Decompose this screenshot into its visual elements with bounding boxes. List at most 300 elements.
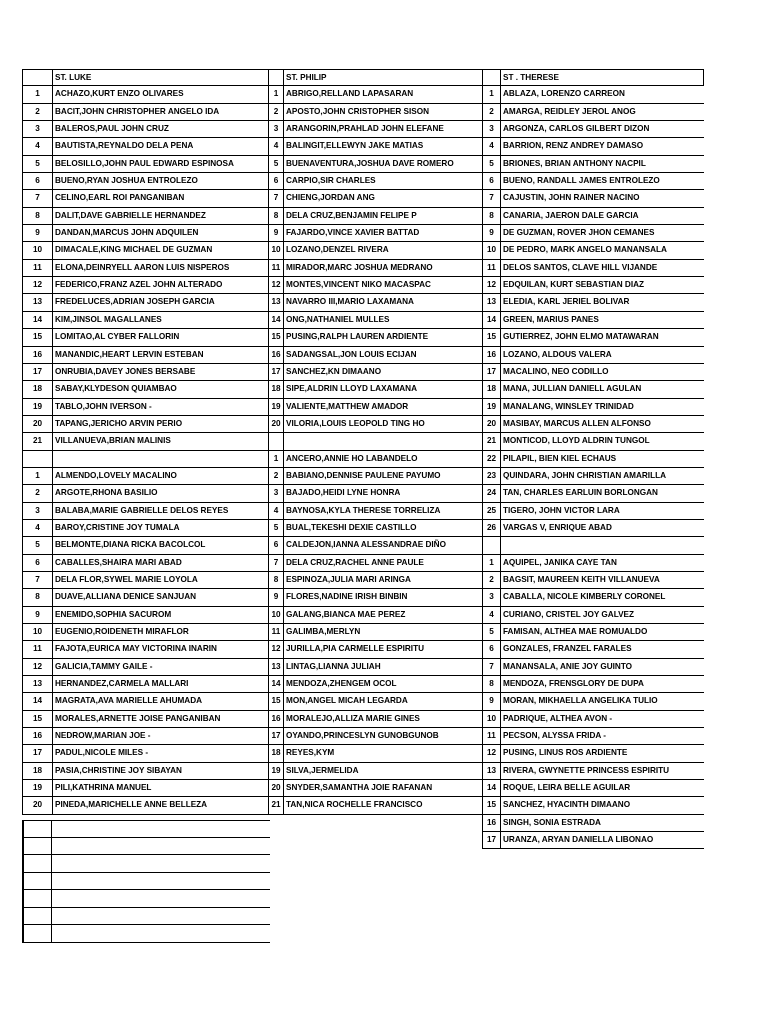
student-row	[269, 225, 483, 242]
student-name: FLORES,NADINE IRISH BINBIN	[286, 592, 408, 602]
student-row	[483, 121, 704, 138]
student-number: 7	[269, 190, 284, 206]
student-name: ONG,NATHANIEL MULLES	[286, 314, 390, 324]
student-name: GONZALES, FRANZEL FARALES	[503, 644, 632, 654]
student-number: 11	[269, 624, 284, 640]
student-number: 2	[483, 572, 501, 588]
student-row	[269, 138, 483, 155]
student-name: ACHAZO,KURT ENZO OLIVARES	[55, 89, 184, 99]
student-name: BUENO,RYAN JOSHUA ENTROLEZO	[55, 176, 198, 186]
student-row	[483, 503, 704, 520]
student-row	[483, 745, 704, 762]
blank-row	[24, 908, 270, 926]
student-number: 11	[269, 260, 284, 276]
student-name: CHIENG,JORDAN ANG	[286, 193, 375, 203]
student-row	[483, 711, 704, 728]
student-row	[23, 537, 269, 554]
student-row	[483, 242, 704, 259]
student-number: 10	[23, 624, 53, 640]
student-name: ABRIGO,RELLAND LAPASARAN	[286, 89, 414, 99]
student-number: 14	[483, 780, 501, 796]
student-name	[53, 451, 269, 467]
student-name: DELA CRUZ,BENJAMIN FELIPE P	[286, 210, 417, 220]
student-row	[23, 225, 269, 242]
student-number: 3	[269, 485, 284, 501]
student-name: CAJUSTIN, JOHN RAINER NACINO	[503, 193, 640, 203]
student-number: 18	[483, 381, 501, 397]
student-name: CABALLES,SHAIRA MARI ABAD	[55, 557, 182, 567]
student-name: MORAN, MIKHAELLA ANGELIKA TULIO	[503, 696, 658, 706]
student-number: 2	[23, 485, 53, 501]
blank-row	[24, 820, 270, 838]
student-row	[483, 364, 704, 381]
student-number: 13	[483, 763, 501, 779]
student-number: 18	[23, 381, 53, 397]
student-number: 19	[269, 399, 284, 415]
student-row	[269, 503, 483, 520]
student-name: DE GUZMAN, ROVER JHON CEMANES	[503, 228, 655, 238]
student-name: ALMENDO,LOVELY MACALINO	[55, 470, 177, 480]
student-row	[483, 555, 704, 572]
student-number: 2	[269, 104, 284, 120]
student-row	[23, 607, 269, 624]
student-number: 11	[483, 728, 501, 744]
student-row	[23, 451, 269, 468]
student-number: 14	[269, 676, 284, 692]
student-name: BUAL,TEKESHI DEXIE CASTILLO	[286, 522, 417, 532]
student-row	[23, 555, 269, 572]
student-name: ROQUE, LEIRA BELLE AGUILAR	[503, 783, 631, 793]
student-name	[501, 537, 704, 553]
student-row	[23, 503, 269, 520]
student-row	[23, 780, 269, 797]
student-row	[23, 416, 269, 433]
column-header-row	[23, 69, 269, 86]
student-row	[269, 797, 483, 814]
student-name: MENDOZA,ZHENGEM OCOL	[286, 679, 397, 689]
student-row	[483, 572, 704, 589]
student-number: 14	[23, 312, 53, 328]
student-number: 16	[269, 347, 284, 363]
student-name: SANCHEZ, HYACINTH DIMAANO	[503, 800, 631, 810]
student-name: TIGERO, JOHN VICTOR LARA	[503, 505, 620, 515]
student-name: BRIONES, BRIAN ANTHONY NACPIL	[503, 158, 646, 168]
student-row	[483, 676, 704, 693]
student-row	[269, 121, 483, 138]
student-row	[483, 451, 704, 468]
student-number: 20	[23, 416, 53, 432]
student-row	[483, 173, 704, 190]
student-number: 1	[23, 468, 53, 484]
student-row	[483, 624, 704, 641]
student-number: 1	[269, 451, 284, 467]
student-number: 4	[269, 138, 284, 154]
student-number: 12	[269, 641, 284, 657]
student-name: MACALINO, NEO CODILLO	[503, 366, 609, 376]
student-row	[23, 208, 269, 225]
student-number: 9	[23, 225, 53, 241]
student-name: FEDERICO,FRANZ AZEL JOHN ALTERADO	[55, 280, 223, 290]
student-row	[483, 815, 704, 832]
student-row	[23, 138, 269, 155]
student-row	[269, 104, 483, 121]
header-number-cell	[269, 70, 284, 85]
student-row	[269, 711, 483, 728]
student-row	[269, 607, 483, 624]
header-number-cell	[23, 70, 53, 85]
student-number: 2	[23, 104, 53, 120]
student-name: SADANGSAL,JON LOUIS ECIJAN	[286, 349, 417, 359]
student-name: BAYNOSA,KYLA THERESE TORRELIZA	[286, 505, 441, 515]
student-name: GALICIA,TAMMY GAILE -	[55, 661, 153, 671]
student-row	[483, 832, 704, 849]
student-name: AQUIPEL, JANIKA CAYE TAN	[503, 557, 617, 567]
student-name: GREEN, MARIUS PANES	[503, 314, 599, 324]
student-number: 10	[23, 242, 53, 258]
student-row	[483, 399, 704, 416]
student-row	[269, 624, 483, 641]
student-number: 10	[269, 242, 284, 258]
student-row	[269, 676, 483, 693]
student-row	[269, 693, 483, 710]
student-row	[483, 485, 704, 502]
student-row	[23, 485, 269, 502]
student-row	[483, 347, 704, 364]
student-name: FAJOTA,EURICA MAY VICTORINA INARIN	[55, 644, 217, 654]
student-row	[269, 433, 483, 450]
student-row	[269, 329, 483, 346]
student-number: 16	[269, 711, 284, 727]
st-therese-column	[482, 69, 704, 849]
student-number: 21	[483, 433, 501, 449]
student-row	[483, 763, 704, 780]
student-row	[483, 433, 704, 450]
student-row	[483, 208, 704, 225]
student-row	[23, 364, 269, 381]
student-number: 3	[23, 121, 53, 137]
student-row	[23, 797, 269, 814]
student-name: BACIT,JOHN CHRISTOPHER ANGELO IDA	[55, 106, 220, 116]
student-number: 2	[483, 104, 501, 120]
header-number-cell	[483, 70, 501, 85]
student-row	[483, 260, 704, 277]
student-number: 13	[483, 294, 501, 310]
st-philip-column	[268, 69, 483, 815]
student-number: 9	[483, 693, 501, 709]
student-number: 6	[23, 555, 53, 571]
student-row	[269, 485, 483, 502]
student-row	[269, 468, 483, 485]
student-row	[269, 763, 483, 780]
student-row	[269, 780, 483, 797]
student-row	[269, 641, 483, 658]
student-row	[269, 381, 483, 398]
student-row	[269, 555, 483, 572]
student-name: JURILLA,PIA CARMELLE ESPIRITU	[286, 644, 424, 654]
blank-row	[24, 855, 270, 873]
student-number	[269, 433, 284, 449]
student-name: APOSTO,JOHN CRISTOPHER SISON	[286, 106, 430, 116]
student-name: DELOS SANTOS, CLAVE HILL VIJANDE	[503, 262, 658, 272]
student-number: 15	[269, 329, 284, 345]
student-row	[483, 329, 704, 346]
student-row	[23, 641, 269, 658]
student-row	[269, 312, 483, 329]
student-number: 17	[269, 364, 284, 380]
column-header-row	[269, 69, 483, 86]
student-name: DIMACALE,KING MICHAEL DE GUZMAN	[55, 245, 213, 255]
student-row	[483, 381, 704, 398]
student-row	[269, 173, 483, 190]
student-row	[23, 381, 269, 398]
student-name: ELEDIA, KARL JERIEL BOLIVAR	[503, 297, 630, 307]
student-number: 7	[23, 572, 53, 588]
student-number: 1	[483, 555, 501, 571]
student-number: 14	[269, 312, 284, 328]
student-row	[23, 294, 269, 311]
student-name: DANDAN,MARCUS JOHN ADQUILEN	[55, 228, 199, 238]
student-row	[483, 294, 704, 311]
student-row	[483, 780, 704, 797]
student-name: BAJADO,HEIDI LYNE HONRA	[286, 488, 401, 498]
student-name: NAVARRO III,MARIO LAXAMANA	[286, 297, 414, 307]
student-name: RIVERA, GWYNETTE PRINCESS ESPIRITU	[503, 765, 670, 775]
student-name: OYANDO,PRINCESLYN GUNOBGUNOB	[286, 731, 439, 741]
student-number: 5	[269, 520, 284, 536]
student-row	[269, 537, 483, 554]
student-name: DUAVE,ALLIANA DENICE SANJUAN	[55, 592, 197, 602]
student-row	[483, 190, 704, 207]
student-row	[483, 138, 704, 155]
student-number: 4	[269, 503, 284, 519]
student-name: AMARGA, REIDLEY JEROL ANOG	[503, 106, 636, 116]
student-number: 4	[23, 138, 53, 154]
student-number: 5	[483, 156, 501, 172]
student-row	[269, 520, 483, 537]
section-name: ST . THERESE	[501, 70, 704, 85]
student-name: SANCHEZ,KN DIMAANO	[286, 366, 382, 376]
student-number: 18	[269, 745, 284, 761]
student-name: VARGAS V, ENRIQUE ABAD	[503, 522, 612, 532]
student-number: 6	[483, 641, 501, 657]
student-name: PADRIQUE, ALTHEA AVON -	[503, 713, 613, 723]
student-name: NEDROW,MARIAN JOE -	[55, 731, 151, 741]
student-number: 13	[23, 676, 53, 692]
student-row	[23, 121, 269, 138]
student-name: MORALES,ARNETTE JOISE PANGANIBAN	[55, 713, 221, 723]
student-row	[23, 589, 269, 606]
student-row	[23, 624, 269, 641]
student-row	[269, 260, 483, 277]
student-number: 10	[483, 711, 501, 727]
student-number: 6	[269, 537, 284, 553]
blank-row	[24, 838, 270, 856]
student-number: 8	[269, 208, 284, 224]
student-row	[269, 399, 483, 416]
student-name: DALIT,DAVE GABRIELLE HERNANDEZ	[55, 210, 206, 220]
student-number: 21	[269, 797, 284, 813]
student-row	[269, 208, 483, 225]
student-name: ENEMIDO,SOPHIA SACUROM	[55, 609, 172, 619]
student-row	[23, 659, 269, 676]
student-row	[269, 416, 483, 433]
student-name: PILI,KATHRINA MANUEL	[55, 783, 152, 793]
blank-row	[24, 873, 270, 891]
student-number: 11	[23, 641, 53, 657]
student-name: CURIANO, CRISTEL JOY GALVEZ	[503, 609, 635, 619]
student-name: BALABA,MARIE GABRIELLE DELOS REYES	[55, 505, 229, 515]
student-number: 17	[483, 832, 501, 848]
student-name: URANZA, ARYAN DANIELLA LIBONAO	[503, 835, 654, 845]
student-row	[23, 312, 269, 329]
student-name: FAMISAN, ALTHEA MAE ROMUALDO	[503, 627, 648, 636]
student-row	[269, 364, 483, 381]
student-name: PINEDA,MARICHELLE ANNE BELLEZA	[55, 800, 208, 810]
student-row	[269, 294, 483, 311]
student-row	[23, 277, 269, 294]
student-name: LOZANO,DENZEL RIVERA	[286, 245, 389, 255]
student-name: MENDOZA, FRENSGLORY DE DUPA	[503, 679, 644, 689]
student-number: 5	[23, 537, 53, 553]
student-number: 19	[269, 763, 284, 779]
student-name: MORALEJO,ALLIZA MARIE GINES	[286, 713, 420, 723]
student-name: CANARIA, JAERON DALE GARCIA	[503, 210, 639, 220]
student-number: 8	[483, 676, 501, 692]
student-row	[483, 537, 704, 554]
student-number: 12	[483, 277, 501, 293]
student-name: EDQUILAN, KURT SEBASTIAN DIAZ	[503, 280, 645, 290]
student-name: GUTIERREZ, JOHN ELMO MATAWARAN	[503, 332, 659, 342]
student-number: 17	[23, 745, 53, 761]
student-name: SINGH, SONIA ESTRADA	[503, 817, 601, 827]
student-name: BAROY,CRISTINE JOY TUMALA	[55, 522, 180, 532]
student-name: KIM,JINSOL MAGALLANES	[55, 314, 162, 324]
student-number: 6	[269, 173, 284, 189]
student-name: DELA FLOR,SYWEL MARIE LOYOLA	[55, 574, 198, 584]
student-number: 20	[23, 797, 53, 813]
student-name: ONRUBIA,DAVEY JONES BERSABE	[55, 366, 196, 376]
student-number: 14	[23, 693, 53, 709]
student-number: 1	[483, 86, 501, 102]
student-row	[23, 693, 269, 710]
student-row	[23, 156, 269, 173]
student-name: SNYDER,SAMANTHA JOIE RAFANAN	[286, 783, 433, 793]
student-number: 18	[269, 381, 284, 397]
student-name: BUENAVENTURA,JOSHUA DAVE ROMERO	[286, 158, 454, 168]
student-name: EUGENIO,ROIDENETH MIRAFLOR	[55, 627, 189, 636]
student-number: 13	[269, 294, 284, 310]
student-number: 15	[269, 693, 284, 709]
student-row	[269, 156, 483, 173]
student-number	[483, 537, 501, 553]
student-name: BELOSILLO,JOHN PAUL EDWARD ESPINOSA	[55, 158, 234, 168]
student-row	[23, 520, 269, 537]
student-row	[269, 659, 483, 676]
student-name: ELONA,DEINRYELL AARON LUIS NISPEROS	[55, 262, 230, 272]
student-number: 5	[23, 156, 53, 172]
student-number: 15	[483, 329, 501, 345]
student-name: ARANGORIN,PRAHLAD JOHN ELEFANE	[286, 124, 444, 134]
student-number: 1	[269, 86, 284, 102]
student-name: PECSON, ALYSSA FRIDA -	[503, 731, 606, 741]
student-name	[284, 433, 483, 449]
student-number: 26	[483, 520, 501, 536]
student-number: 19	[483, 399, 501, 415]
student-row	[23, 399, 269, 416]
student-row	[483, 312, 704, 329]
student-row	[23, 728, 269, 745]
student-name: DE PEDRO, MARK ANGELO MANANSALA	[503, 245, 667, 255]
student-name: PUSING,RALPH LAUREN ARDIENTE	[286, 332, 429, 342]
student-row	[23, 763, 269, 780]
student-name: LOZANO, ALDOUS VALERA	[503, 349, 612, 359]
student-name: PADUL,NICOLE MILES -	[55, 748, 149, 758]
student-number: 4	[23, 520, 53, 536]
student-name: ARGONZA, CARLOS GILBERT DIZON	[503, 124, 650, 134]
student-number: 20	[269, 416, 284, 432]
student-name: MANA, JULLIAN DANIELL AGULAN	[503, 384, 642, 394]
student-number: 20	[483, 416, 501, 432]
student-row	[269, 589, 483, 606]
student-name: BELMONTE,DIANA RICKA BACOLCOL	[55, 540, 206, 550]
student-name: ARGOTE,RHONA BASILIO	[55, 488, 158, 498]
student-row	[483, 468, 704, 485]
student-number: 24	[483, 485, 501, 501]
student-name: BUENO, RANDALL JAMES ENTROLEZO	[503, 176, 660, 186]
student-number: 13	[269, 659, 284, 675]
student-name: VILLANUEVA,BRIAN MALINIS	[55, 436, 171, 446]
student-number: 15	[23, 711, 53, 727]
student-number: 12	[269, 277, 284, 293]
student-number: 12	[23, 277, 53, 293]
student-row	[23, 347, 269, 364]
student-number: 25	[483, 503, 501, 519]
student-row	[23, 745, 269, 762]
student-number: 8	[483, 208, 501, 224]
student-name: ESPINOZA,JULIA MARI ARINGA	[286, 574, 411, 584]
student-number: 11	[483, 260, 501, 276]
student-name: PILAPIL, BIEN KIEL ECHAUS	[503, 453, 617, 463]
student-name: BARRION, RENZ ANDREY DAMASO	[503, 141, 644, 151]
student-name: MAGRATA,AVA MARIELLE AHUMADA	[55, 696, 203, 706]
student-number: 19	[23, 399, 53, 415]
student-row	[23, 433, 269, 450]
student-name: MONTES,VINCENT NIKO MACASPAC	[286, 280, 431, 290]
student-number: 16	[483, 815, 501, 831]
student-number: 3	[269, 121, 284, 137]
student-number: 13	[23, 294, 53, 310]
student-number: 23	[483, 468, 501, 484]
student-row	[483, 156, 704, 173]
section-name: ST. LUKE	[55, 73, 92, 82]
student-name: DELA CRUZ,RACHEL ANNE PAULE	[286, 557, 424, 567]
student-row	[23, 572, 269, 589]
student-number: 2	[269, 468, 284, 484]
student-name: LOMITAO,AL CYBER FALLORIN	[55, 332, 180, 342]
student-number: 16	[23, 728, 53, 744]
student-number: 17	[23, 364, 53, 380]
student-row	[483, 659, 704, 676]
student-row	[483, 277, 704, 294]
student-number: 5	[483, 624, 501, 640]
student-row	[269, 86, 483, 103]
student-number: 1	[23, 86, 53, 102]
student-name: CALDEJON,IANNA ALESSANDRAE DIÑO	[286, 540, 446, 550]
student-row	[269, 572, 483, 589]
student-number: 3	[483, 121, 501, 137]
student-name: VILORIA,LOUIS LEOPOLD TING HO	[286, 418, 425, 428]
student-name: SILVA,JERMELIDA	[286, 765, 359, 775]
